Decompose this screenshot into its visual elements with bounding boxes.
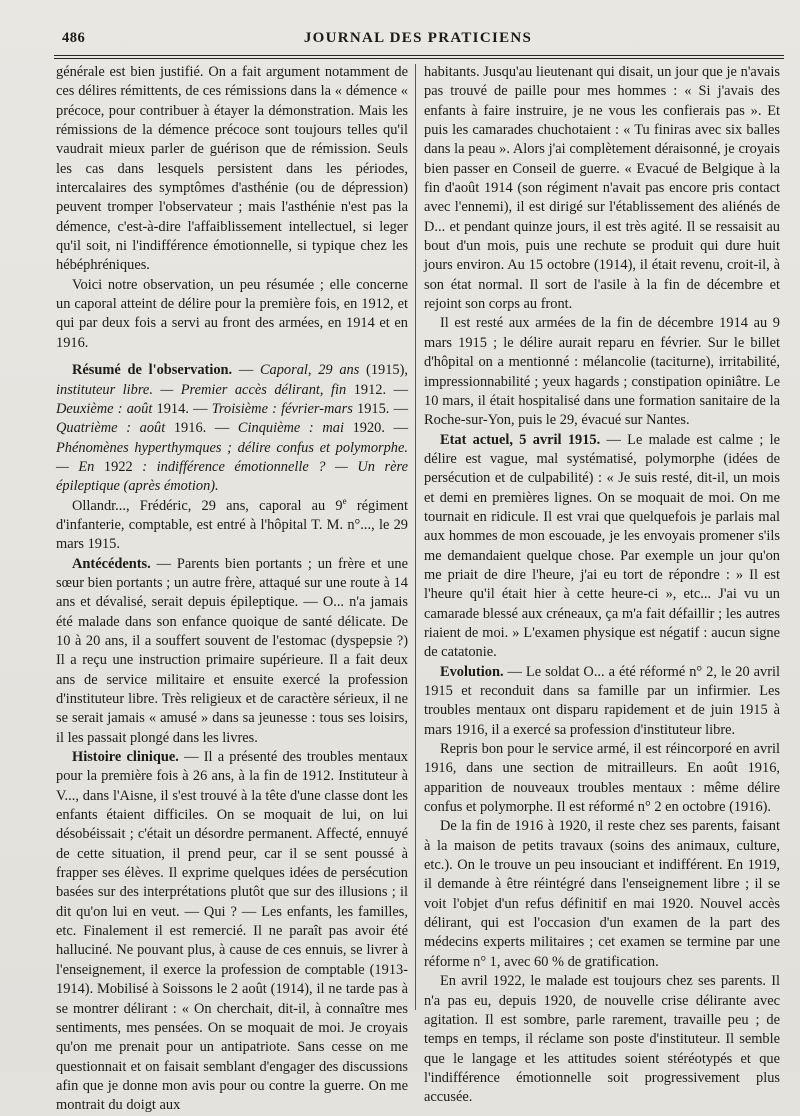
antecedents-paragraph: Antécédents. — Parents bien portants ; un frère et une sœur bien portants ; un autre frère, attaqué sur une route à 14 ans et dévalisé, serait depuis épileptique. — O... n'a jamais été malade dans son enfance quoique de santé délicate. De 10 à 20 ans, il a souffert souvent de l'estomac (dyspepsie ?) Il a reçu une instruction primaire supérieure. Il a fait deux ans de service militaire et ensuite exercé la profession d'instituteur libre. Très religieux et de caractère sérieux, il ne se serait jamais « amusé » dans sa jeunesse : tous ses loisirs, il les passait plongé dans les livres. xyxy=(56,555,408,746)
section-heading: Résumé de l'observation. xyxy=(72,362,233,379)
section-heading: Etat actuel, 5 avril 1915. xyxy=(440,431,601,448)
column-separator xyxy=(415,64,416,1010)
evolution-paragraph: Evolution. — Le soldat O... a été réformé n° 2, le 20 avril 1915 et reconduit dans sa famille par un infirmier. Les troubles mentaux ont disparu rapidement et de juin 1915 à mars 1916, il a exercé sa profession d'instituteur libre. xyxy=(424,663,780,738)
left-column xyxy=(56,63,408,1116)
etat-paragraph: Etat actuel, 5 avril 1915. — Le malade est calme ; le délire est vague, mal systématisé, polymorphe (idées de persécution et de culpabilité) : « Je suis resté, dit-il, un mois et demi en premières lignes. On se moquait de moi. On me tournait en ridicule. Il est vrai que quelquefois je parlais mal aux hommes de mon escouade, je les envoyais promener s'ils me demandaient quelque chose. Par exemple un jour qu'on me priait de dire l'heure, j'ai eu tort de répondre : » Il est l'heure qu'il était hier à cette heure-ci », etc... J'ai vu un camarade blessé aux créneaux, ça m'a fait défaillir ; les autres riaient de moi. » L'examen physique est négatif : aucun signe de catatonie. xyxy=(424,431,780,661)
section-heading: Evolution. xyxy=(440,663,504,680)
section-heading: Histoire clinique. xyxy=(72,749,179,766)
journal-title: JOURNAL DES PRATICIENS xyxy=(303,30,533,46)
section-heading: Antécédents. xyxy=(72,555,151,572)
paragraph: Il est resté aux armées de la fin de décembre 1914 au 9 mars 1915 ; le délire aurait reparu en février. Sur le billet d'hôpital on a mentionné : mélancolie (taciturne), irritabilité, impressionnabilité ; yeux hagards ; constipation opiniâtre. Le 10 mars, il était hospitalisé dans une formation sanitaire de la Roche-sur-Yon, puis le 29, évacué sur Nantes. xyxy=(424,315,780,429)
paragraph: Ollandr..., Frédéric, 29 ans, caporal au 9e régiment d'infanterie, comptable, est entré à l'hôpital T. M. n°..., le 29 mars 1915. xyxy=(56,495,408,553)
paragraph: De la fin de 1916 à 1920, il reste chez ses parents, faisant à la maison de petits travaux (soins des animaux, culture, etc.). On le trouve un peu insouciant et indifférent. En 1919, il demande à être réintégré dans l'enseignement libre ; il se voit l'objet d'un refus définitif en mai 1920. Nouvel accès délirant, qui est l'occasion d'un examen de la part des médecins experts militaires ; cet examen se termine par une réforme n° 1, avec 60 % de gratification. xyxy=(424,818,780,970)
right-column xyxy=(424,63,780,1108)
page-header xyxy=(54,30,782,54)
page-number: 486 xyxy=(62,30,86,46)
resume-paragraph: Résumé de l'observation. — Caporal, 29 ans (1915), instituteur libre. — Premier accès délirant, fin 1912. — Deuxième : août 1914. — Troisième : février-mars 1915. — Quatrième : août 1916. — Cinquième : mai 1920. — Phénomènes hyperthymques ; délire confus et polymorphe. — En 1922 : indifférence émotionnelle ? — Un rère épileptique (après émotion). xyxy=(56,362,409,495)
histoire-paragraph: Histoire clinique. — Il a présenté des troubles mentaux pour la première fois à 26 ans, à la fin de 1912. Instituteur à V..., dans l'Aisne, il s'est trouvé à la tête d'une classe dont les enfants étaient difficiles. On se moquait de lui, on lui désobéissait ; c'était un désordre permanent. Affecté, ennuyé de cette situation, il prend peur, car il se sent poussé à frapper ses élèves. Il exprime quelques idées de persécution basées sur des interprétations plutôt que sur des illusions ; il dit qu'on lui en veut. — Qui ? — Les enfants, les familles, etc. Finalement il est remercié. Il ne paraît pas avoir été halluciné. Ne pouvant plus, à cause de ces ennuis, se livrer à l'enseignement, il exerce la profession de comptable (1913-1914). Mobilisé à Soissons le 2 août (1914), il ne tarde pas à se montrer délirant : « On cherchait, dit-il, à connaître mes sentiments, mes pensées. On se moquait de moi. Je croyais qu'on me prenait pour un antipatriote. Sans cesse on me questionnait et on faisait semblant d'engager des discussions afin que je donne mon avis pour ou contre la guerre. On me montrait du doigt aux xyxy=(56,749,408,1114)
paragraph: En avril 1922, le malade est toujours chez ses parents. Il n'a pas eu, depuis 1920, de nouvelle crise délirante avec agitation. Il est sombre, parle rarement, travaille peu ; de temps en temps, il réclame son poste d'instituteur. Il semble que le langage et les attitudes soient stéréotypés et que l'indifférence émotionnelle soit progressivement plus accusée. xyxy=(424,973,780,1106)
paragraph: Voici notre observation, un peu résumée ; elle concerne un caporal atteint de délire pour la première fois, en 1912, et qui par deux fois a servi au front des armées, en 1914 et en 1916. xyxy=(56,276,408,351)
paragraph: habitants. Jusqu'au lieutenant qui disait, un jour que je n'avais pas trouvé de paille pour mes hommes : « Si j'avais des enfants à faire instruire, je ne vous les confierais pas ». Et puis les camarades chuchotaient : « Tu finiras avec six balles dans la peau ». Alors j'ai complètement déraisonné, je croyais bien passer en Conseil de guerre. « Evacué de Belgique à la fin d'août 1914 (son régiment n'avait pas encore pris contact avec l'ennemi), il est dirigé sur l'établissement des aliénés de D... et pendant quinze jours, il est très agité. Il se ressaisit au bout d'un mois, puis une rechute se produit qui dure huit jours environ. Au 15 octobre (1914), il était revenu, croit-il, à son état normal. Il sort de l'asile à la fin de décembre et rejoint son corps au front. xyxy=(424,64,780,313)
paragraph: Repris bon pour le service armé, il est réincorporé en avril 1916, dans une section de mitrailleurs. En août 1916, apparition de nouveaux troubles mentaux : même délire confus et polymorphe. Il est réformé n° 2 en octobre (1916). xyxy=(424,741,780,816)
paragraph: générale est bien justifié. On a fait argument notamment de ces délires rémittents, de ces rémissions dans la « démence « précoce, pour contribuer à étayer la démonstration. Mais les rémissions de la démence précoce sont toujours telles qu'il vaudrait mieux parler de guérison que de rémission. Seuls les cas dans lesquels persistent dans les périodes, intercalaires des symptômes d'asthénie (ou de dépression) peuvent tromper l'observateur ; mais l'asthénie n'est pas la démence, c'est-à-dire l'affaiblissement intellectuel, si leger qu'il soit, ni l'indifférence émotionnelle, si typique chez les hébéphréniques. xyxy=(56,64,408,274)
header-rule xyxy=(54,55,784,59)
